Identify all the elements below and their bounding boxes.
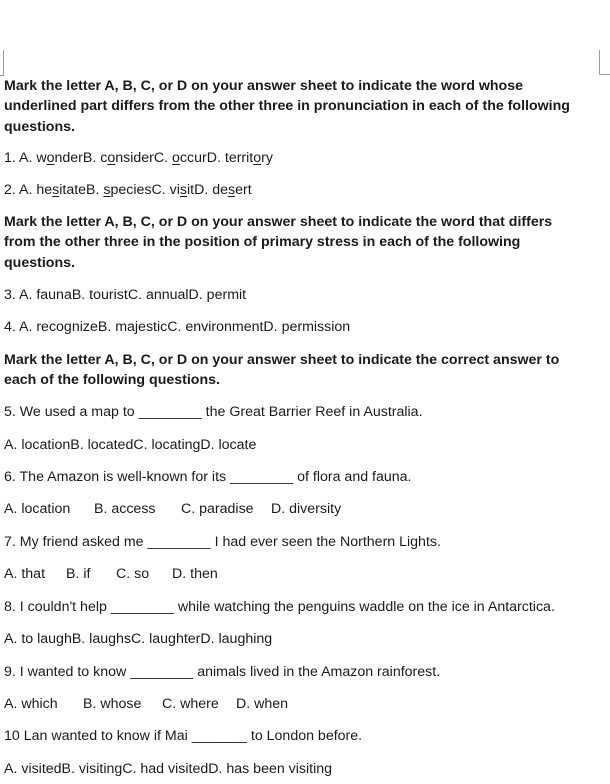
- option-b: B. if: [66, 566, 91, 582]
- question-4: 4. A. recognizeB. majesticC. environmentD. permission: [4, 319, 351, 335]
- question-7-stem: 7. My friend asked me ________ I had ever seen the Northern Lights.: [4, 534, 441, 550]
- option-a: A. location: [4, 501, 71, 517]
- question-7-options: [4, 564, 218, 585]
- crop-mark-left: [3, 50, 4, 76]
- question-6-stem: 6. The Amazon is well-known for its ________ of flora and fauna.: [4, 469, 412, 485]
- option-b: B. whose: [83, 696, 142, 712]
- option-c: C. paradise: [181, 501, 254, 517]
- option-d: D. then: [172, 566, 218, 582]
- question-10-options: A. visitedB. visitingC. had visitedD. has been visiting: [4, 761, 333, 777]
- question-8-stem: 8. I couldn't help ________ while watching the penguins waddle on the ice in Antarctica.: [4, 599, 555, 615]
- question-5-options: A. locationB. locatedC. locatingD. locate: [4, 437, 257, 453]
- option-c: C. so: [116, 566, 150, 582]
- option-d: D. when: [236, 696, 289, 712]
- option-b: B. access: [94, 501, 156, 517]
- option-a: A. which: [4, 696, 58, 712]
- question-5-stem: 5. We used a map to ________ the Great Barrier Reef in Australia.: [4, 404, 423, 420]
- crop-mark-right-horizontal: [599, 74, 610, 75]
- instruction-stress-line-1: Mark the letter A, B, C, or D on your answer sheet to indicate the word that differs: [4, 214, 553, 230]
- option-d: D. diversity: [271, 501, 342, 517]
- question-9-options: [4, 694, 288, 715]
- question-10-stem: 10 Lan wanted to know if Mai _______ to London before.: [4, 728, 363, 744]
- question-9-stem: 9. I wanted to know ________ animals lived in the Amazon rainforest.: [4, 664, 441, 680]
- option-a: A. that: [4, 566, 46, 582]
- question-2: 2. A. hesitateB. speciesC. visitD. desert: [4, 182, 252, 198]
- instruction-pronunciation-line-3: questions.: [4, 119, 75, 135]
- instruction-answer-line-2: each of the following questions.: [4, 372, 220, 388]
- instruction-pronunciation-line-2: underlined part differs from the other three in pronunciation in each of the following: [4, 98, 570, 114]
- question-6-options: [4, 499, 341, 520]
- instruction-stress-line-2: from the other three in the position of primary stress in each of the following: [4, 234, 521, 250]
- option-c: C. where: [162, 696, 219, 712]
- question-1: 1. A. wonderB. considerC. occurD. territory: [4, 150, 273, 166]
- question-8-options: A. to laughB. laughsC. laughterD. laughing: [4, 631, 273, 647]
- crop-mark-right: [599, 50, 600, 75]
- instruction-pronunciation-line-1: Mark the letter A, B, C, or D on your answer sheet to indicate the word whose: [4, 78, 523, 94]
- question-3: 3. A. faunaB. touristC. annualD. permit: [4, 287, 247, 303]
- instruction-answer-line-1: Mark the letter A, B, C, or D on your answer sheet to indicate the correct answer to: [4, 352, 560, 368]
- instruction-stress-line-3: questions.: [4, 255, 75, 271]
